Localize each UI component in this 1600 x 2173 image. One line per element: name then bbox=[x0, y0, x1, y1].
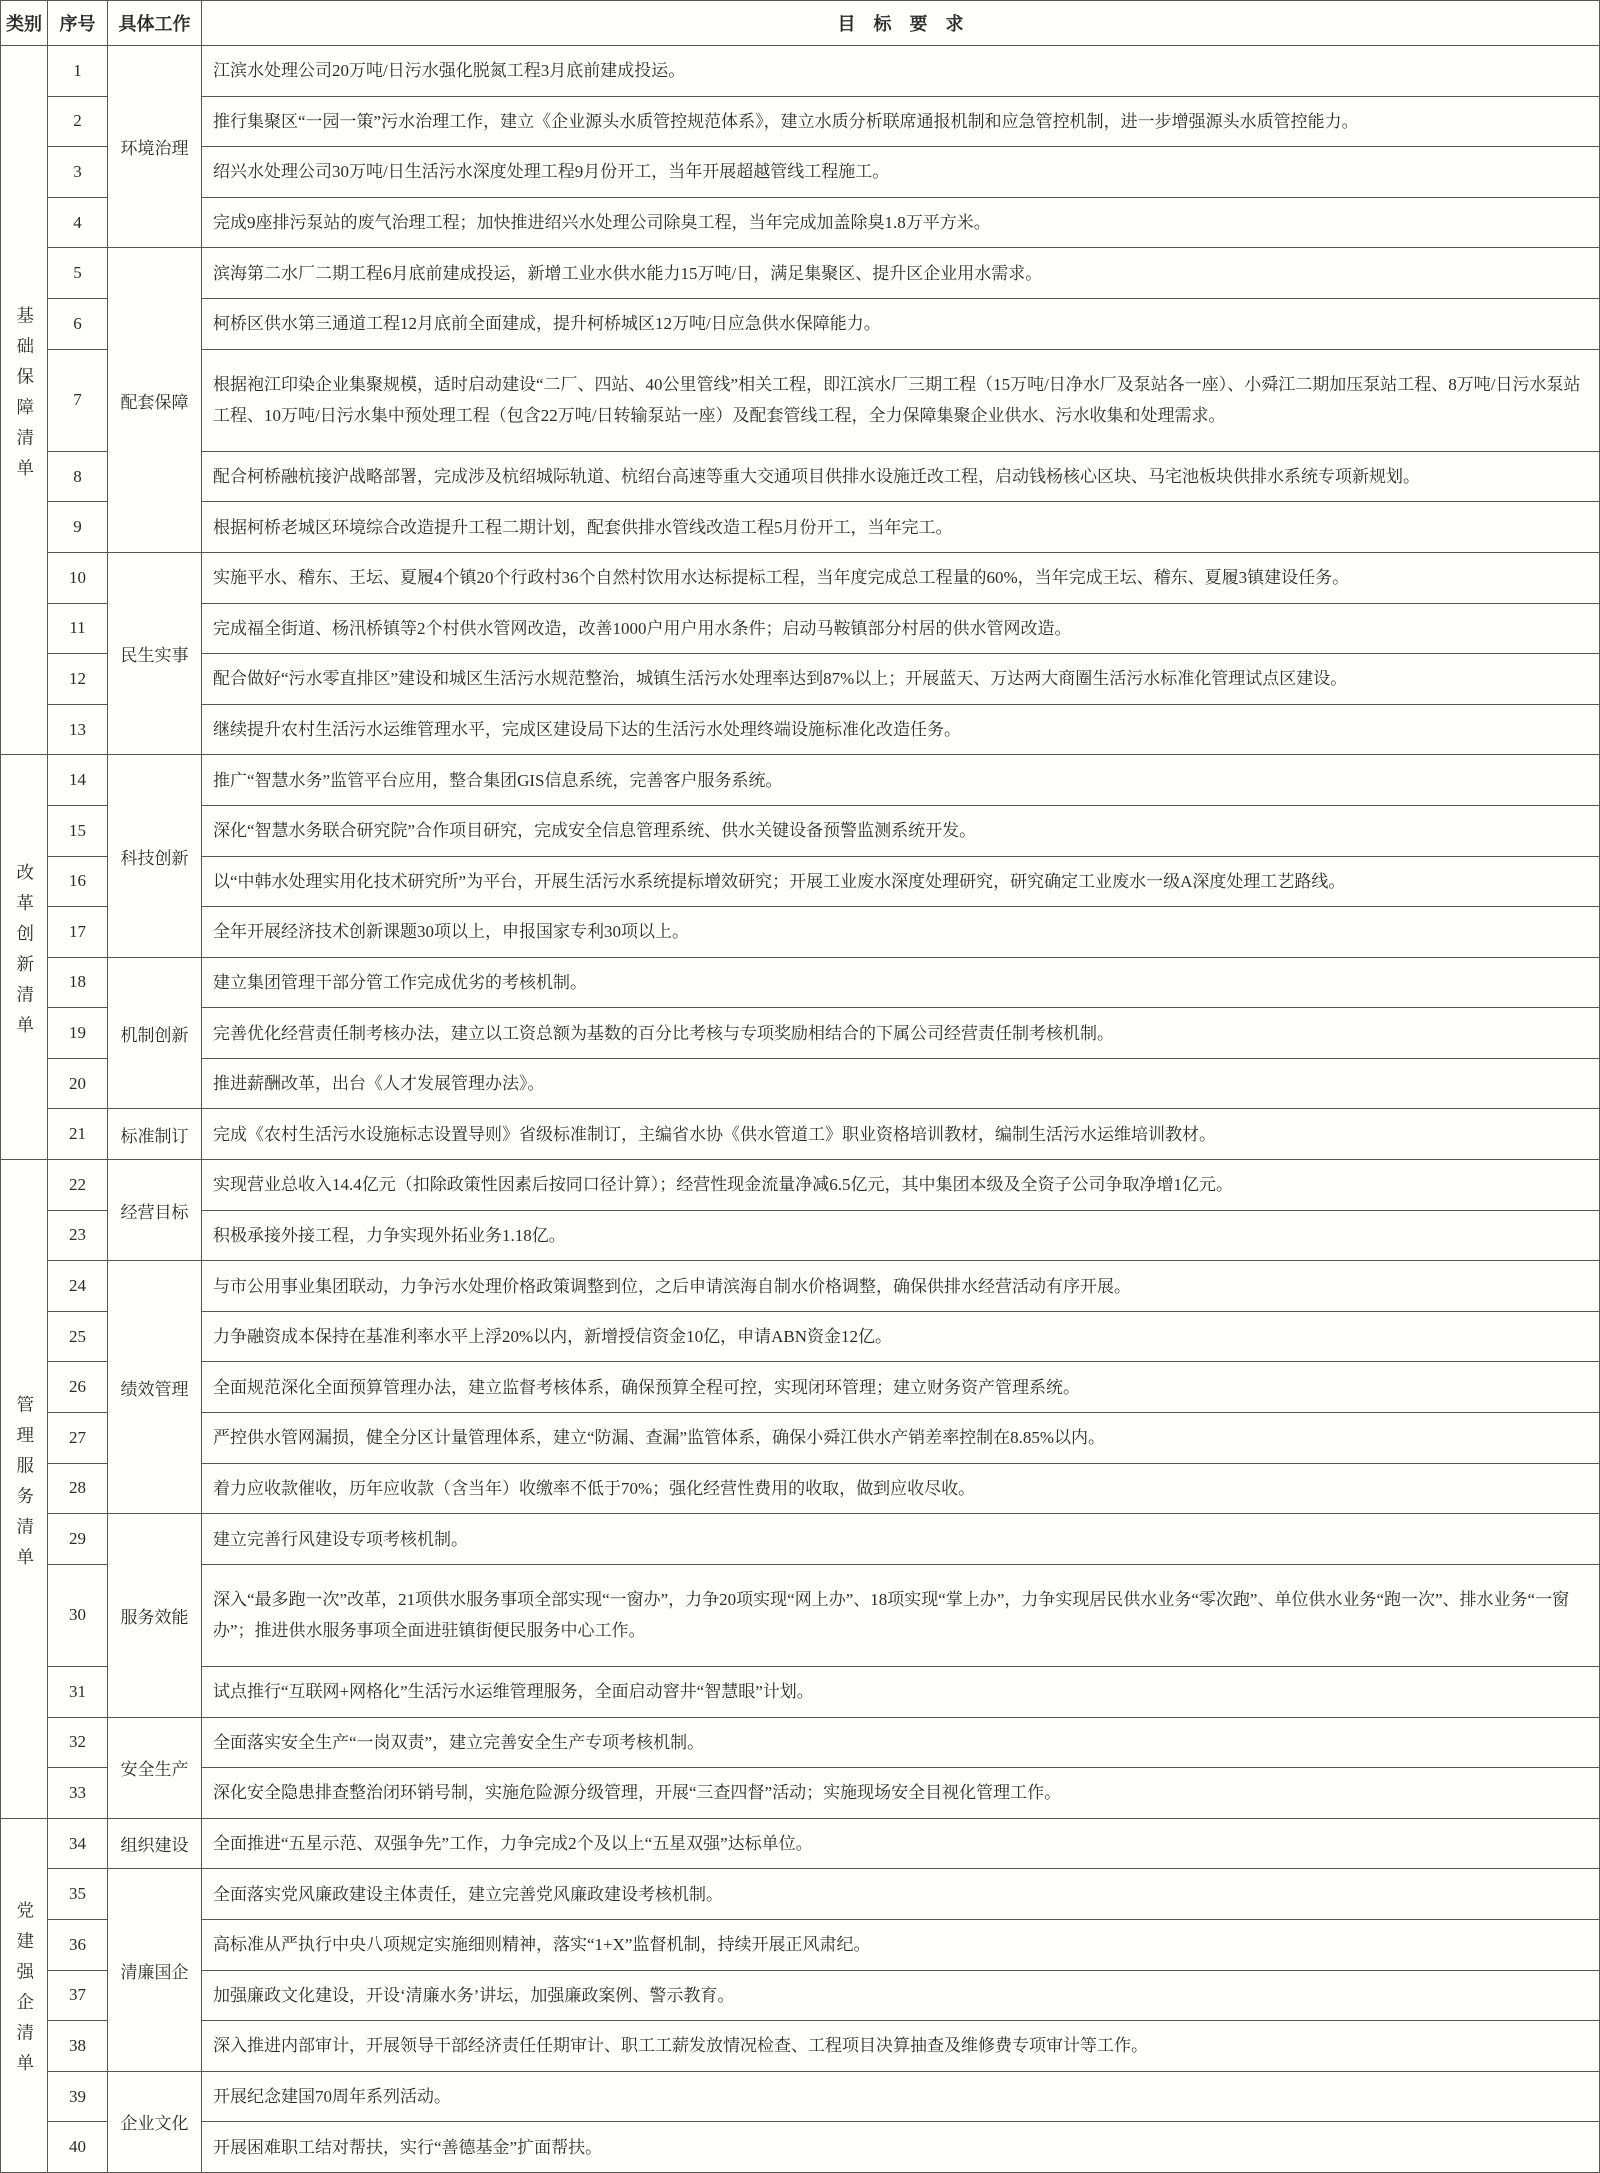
col-header-category: 类别 bbox=[1, 1, 48, 46]
work-group-cell: 服务效能 bbox=[108, 1514, 202, 1717]
table-row bbox=[1, 1463, 1600, 1514]
target-requirement-cell: 高标准从严执行中央八项规定实施细则精神，落实“1+X”监督机制，持续开展正风肃纪。 bbox=[202, 1919, 1600, 1970]
category-cell bbox=[1, 1818, 48, 2172]
table-row bbox=[1, 96, 1600, 147]
target-requirement-cell: 绍兴水处理公司30万吨/日生活污水深度处理工程9月份开工，当年开展超越管线工程施工。 bbox=[202, 147, 1600, 198]
row-number-cell: 1 bbox=[48, 46, 108, 97]
category-label: 党建强企清单 bbox=[14, 1901, 35, 2085]
row-number-cell: 24 bbox=[48, 1261, 108, 1312]
table-row bbox=[1, 1667, 1600, 1718]
target-requirement-cell: 推进薪酬改革，出台《人才发展管理办法》。 bbox=[202, 1058, 1600, 1109]
table-row bbox=[1, 1869, 1600, 1920]
target-requirement-cell: 建立完善行风建设专项考核机制。 bbox=[202, 1514, 1600, 1565]
target-requirement-cell: 深化安全隐患排查整治闭环销号制，实施危险源分级管理，开展“三查四督”活动；实施现场安全目视化管理工作。 bbox=[202, 1768, 1600, 1819]
row-number-cell: 13 bbox=[48, 704, 108, 755]
col-header-work: 具体工作 bbox=[108, 1, 202, 46]
table-row bbox=[1, 147, 1600, 198]
work-group-cell: 企业文化 bbox=[108, 2071, 202, 2172]
row-number-cell: 8 bbox=[48, 451, 108, 502]
table-row bbox=[1, 298, 1600, 349]
target-requirement-cell: 全面推进“五星示范、双强争先”工作，力争完成2个及以上“五星双强”达标单位。 bbox=[202, 1818, 1600, 1869]
table-row bbox=[1, 2122, 1600, 2173]
table-row bbox=[1, 603, 1600, 654]
row-number-cell: 28 bbox=[48, 1463, 108, 1514]
target-requirement-cell: 实现营业总收入14.4亿元（扣除政策性因素后按同口径计算）；经营性现金流量净减6.5亿元，其中集团本级及全资子公司争取净增1亿元。 bbox=[202, 1160, 1600, 1211]
table-row bbox=[1, 704, 1600, 755]
row-number-cell: 11 bbox=[48, 603, 108, 654]
target-requirement-cell: 推广“智慧水务”监管平台应用，整合集团GIS信息系统，完善客户服务系统。 bbox=[202, 755, 1600, 806]
table-row bbox=[1, 349, 1600, 451]
target-requirement-cell: 建立集团管理干部分管工作完成优劣的考核机制。 bbox=[202, 957, 1600, 1008]
row-number-cell: 20 bbox=[48, 1058, 108, 1109]
target-requirement-cell: 实施平水、稽东、王坛、夏履4个镇20个行政村36个自然村饮用水达标提标工程，当年度完成总工程量的60%，当年完成王坛、稽东、夏履3镇建设任务。 bbox=[202, 552, 1600, 603]
table-row bbox=[1, 1514, 1600, 1565]
row-number-cell: 34 bbox=[48, 1818, 108, 1869]
table-row bbox=[1, 1311, 1600, 1362]
row-number-cell: 14 bbox=[48, 755, 108, 806]
row-number-cell: 38 bbox=[48, 2021, 108, 2072]
target-requirement-cell: 着力应收款催收，历年应收款（含当年）收缴率不低于70%；强化经营性费用的收取，做到应收尽收。 bbox=[202, 1463, 1600, 1514]
table-row bbox=[1, 1362, 1600, 1413]
target-requirement-cell: 继续提升农村生活污水运维管理水平，完成区建设局下达的生活污水处理终端设施标准化改造任务。 bbox=[202, 704, 1600, 755]
target-requirement-cell: 配合做好“污水零直排区”建设和城区生活污水规范整治，城镇生活污水处理率达到87%以上；开展蓝天、万达两大商圈生活污水标准化管理试点区建设。 bbox=[202, 654, 1600, 705]
row-number-cell: 33 bbox=[48, 1768, 108, 1819]
target-requirement-cell: 配合柯桥融杭接沪战略部署，完成涉及杭绍城际轨道、杭绍台高速等重大交通项目供排水设施迁改工程，启动钱杨核心区块、马宅池板块供排水系统专项新规划。 bbox=[202, 451, 1600, 502]
table-row bbox=[1, 755, 1600, 806]
row-number-cell: 27 bbox=[48, 1413, 108, 1464]
row-number-cell: 40 bbox=[48, 2122, 108, 2173]
row-number-cell: 9 bbox=[48, 502, 108, 553]
row-number-cell: 22 bbox=[48, 1160, 108, 1211]
row-number-cell: 19 bbox=[48, 1008, 108, 1059]
col-header-target: 目 标 要 求 bbox=[202, 1, 1600, 46]
work-group-cell: 配套保障 bbox=[108, 248, 202, 553]
table-row bbox=[1, 1058, 1600, 1109]
target-requirement-cell: 柯桥区供水第三通道工程12月底前全面建成，提升柯桥城区12万吨/日应急供水保障能力。 bbox=[202, 298, 1600, 349]
row-number-cell: 3 bbox=[48, 147, 108, 198]
table-row bbox=[1, 2021, 1600, 2072]
work-group-cell: 环境治理 bbox=[108, 46, 202, 248]
target-requirement-cell: 力争融资成本保持在基准利率水平上浮20%以内，新增授信资金10亿，申请ABN资金12亿。 bbox=[202, 1311, 1600, 1362]
category-label: 管理服务清单 bbox=[14, 1394, 35, 1578]
target-requirement-cell: 深化“智慧水务联合研究院”合作项目研究，完成安全信息管理系统、供水关键设备预警监测系统开发。 bbox=[202, 805, 1600, 856]
work-group-cell: 清廉国企 bbox=[108, 1869, 202, 2071]
category-cell bbox=[1, 755, 48, 1160]
category-cell bbox=[1, 1160, 48, 1819]
target-requirement-cell: 加强廉政文化建设，开设‘清廉水务’讲坛，加强廉政案例、警示教育。 bbox=[202, 1970, 1600, 2021]
row-number-cell: 31 bbox=[48, 1667, 108, 1718]
table-row bbox=[1, 1970, 1600, 2021]
table-row bbox=[1, 1919, 1600, 1970]
table-row bbox=[1, 552, 1600, 603]
target-requirement-cell: 深入“最多跑一次”改革，21项供水服务事项全部实现“一窗办”，力争20项实现“网上办”、18项实现“掌上办”，力争实现居民供水业务“零次跑”、单位供水业务“跑一次”、排水业务“一窗办”；推进供水服务事项全面进驻镇街便民服务中心工作。 bbox=[202, 1564, 1600, 1666]
target-requirement-cell: 江滨水处理公司20万吨/日污水强化脱氮工程3月底前建成投运。 bbox=[202, 46, 1600, 97]
row-number-cell: 6 bbox=[48, 298, 108, 349]
table-row bbox=[1, 46, 1600, 97]
row-number-cell: 7 bbox=[48, 349, 108, 451]
work-group-cell: 机制创新 bbox=[108, 957, 202, 1109]
target-requirement-cell: 严控供水管网漏损，健全分区计量管理体系，建立“防漏、查漏”监管体系，确保小舜江供水产销差率控制在8.85%以内。 bbox=[202, 1413, 1600, 1464]
table-row bbox=[1, 856, 1600, 907]
target-requirement-cell: 积极承接外接工程，力争实现外拓业务1.18亿。 bbox=[202, 1210, 1600, 1261]
row-number-cell: 35 bbox=[48, 1869, 108, 1920]
row-number-cell: 18 bbox=[48, 957, 108, 1008]
target-requirement-cell: 以“中韩水处理实用化技术研究所”为平台，开展生活污水系统提标增效研究；开展工业废水深度处理研究，研究确定工业废水一级A深度处理工艺路线。 bbox=[202, 856, 1600, 907]
row-number-cell: 26 bbox=[48, 1362, 108, 1413]
target-requirement-cell: 根据袍江印染企业集聚规模，适时启动建设“二厂、四站、40公里管线”相关工程，即江滨水厂三期工程（15万吨/日净水厂及泵站各一座）、小舜江二期加压泵站工程、8万吨/日污水泵站工程、10万吨/日污水集中预处理工程（包含22万吨/日转输泵站一座）及配套管线工程，全力保障集聚企业供水、污水收集和处理需求。 bbox=[202, 349, 1600, 451]
table-row bbox=[1, 197, 1600, 248]
target-requirement-cell: 完善优化经营责任制考核办法，建立以工资总额为基数的百分比考核与专项奖励相结合的下属公司经营责任制考核机制。 bbox=[202, 1008, 1600, 1059]
table-row bbox=[1, 248, 1600, 299]
table-row bbox=[1, 1210, 1600, 1261]
work-group-cell: 安全生产 bbox=[108, 1717, 202, 1818]
category-cell bbox=[1, 46, 48, 755]
table-row bbox=[1, 1160, 1600, 1211]
row-number-cell: 17 bbox=[48, 907, 108, 958]
work-group-cell: 民生实事 bbox=[108, 552, 202, 754]
target-requirement-cell: 全面落实安全生产“一岗双责”，建立完善安全生产专项考核机制。 bbox=[202, 1717, 1600, 1768]
row-number-cell: 5 bbox=[48, 248, 108, 299]
category-label: 基础保障清单 bbox=[14, 306, 35, 490]
table-row bbox=[1, 1008, 1600, 1059]
table-row bbox=[1, 1413, 1600, 1464]
target-requirement-cell: 完成福全街道、杨汛桥镇等2个村供水管网改造，改善1000户用户用水条件；启动马鞍镇部分村居的供水管网改造。 bbox=[202, 603, 1600, 654]
table-row bbox=[1, 1109, 1600, 1160]
target-requirement-cell: 完成9座排污泵站的废气治理工程；加快推进绍兴水处理公司除臭工程，当年完成加盖除臭1.8万平方米。 bbox=[202, 197, 1600, 248]
row-number-cell: 15 bbox=[48, 805, 108, 856]
row-number-cell: 37 bbox=[48, 1970, 108, 2021]
header-row bbox=[1, 1, 1600, 46]
row-number-cell: 16 bbox=[48, 856, 108, 907]
row-number-cell: 30 bbox=[48, 1564, 108, 1666]
table-row bbox=[1, 1564, 1600, 1666]
target-requirement-cell: 开展纪念建国70周年系列活动。 bbox=[202, 2071, 1600, 2122]
row-number-cell: 12 bbox=[48, 654, 108, 705]
target-requirement-cell: 根据柯桥老城区环境综合改造提升工程二期计划，配套供排水管线改造工程5月份开工，当年完工。 bbox=[202, 502, 1600, 553]
row-number-cell: 25 bbox=[48, 1311, 108, 1362]
target-requirement-cell: 开展困难职工结对帮扶，实行“善德基金”扩面帮扶。 bbox=[202, 2122, 1600, 2173]
work-group-cell: 经营目标 bbox=[108, 1160, 202, 1261]
target-requirement-cell: 全年开展经济技术创新课题30项以上，申报国家专利30项以上。 bbox=[202, 907, 1600, 958]
work-group-cell: 科技创新 bbox=[108, 755, 202, 957]
table-row bbox=[1, 451, 1600, 502]
target-requirement-cell: 推行集聚区“一园一策”污水治理工作，建立《企业源头水质管控规范体系》，建立水质分析联席通报机制和应急管控机制，进一步增强源头水质管控能力。 bbox=[202, 96, 1600, 147]
target-requirement-cell: 与市公用事业集团联动，力争污水处理价格政策调整到位，之后申请滨海自制水价格调整，确保供排水经营活动有序开展。 bbox=[202, 1261, 1600, 1312]
row-number-cell: 4 bbox=[48, 197, 108, 248]
table-row bbox=[1, 957, 1600, 1008]
target-requirement-cell: 完成《农村生活污水设施标志设置导则》省级标准制订，主编省水协《供水管道工》职业资格培训教材，编制生活污水运维培训教材。 bbox=[202, 1109, 1600, 1160]
row-number-cell: 2 bbox=[48, 96, 108, 147]
target-requirement-cell: 全面规范深化全面预算管理办法，建立监督考核体系，确保预算全程可控，实现闭环管理；建立财务资产管理系统。 bbox=[202, 1362, 1600, 1413]
target-requirement-cell: 深入推进内部审计，开展领导干部经济责任任期审计、职工工薪发放情况检查、工程项目决算抽查及维修费专项审计等工作。 bbox=[202, 2021, 1600, 2072]
table-row bbox=[1, 1768, 1600, 1819]
work-group-cell: 绩效管理 bbox=[108, 1261, 202, 1514]
work-group-cell: 标准制订 bbox=[108, 1109, 202, 1160]
col-header-number: 序号 bbox=[48, 1, 108, 46]
row-number-cell: 10 bbox=[48, 552, 108, 603]
table-row bbox=[1, 502, 1600, 553]
category-label: 改革创新清单 bbox=[14, 863, 35, 1047]
table-row bbox=[1, 2071, 1600, 2122]
row-number-cell: 32 bbox=[48, 1717, 108, 1768]
work-group-cell: 组织建设 bbox=[108, 1818, 202, 1869]
table-row bbox=[1, 1261, 1600, 1312]
table-row bbox=[1, 907, 1600, 958]
table-row bbox=[1, 1717, 1600, 1768]
table-row bbox=[1, 805, 1600, 856]
target-requirement-cell: 全面落实党风廉政建设主体责任，建立完善党风廉政建设考核机制。 bbox=[202, 1869, 1600, 1920]
row-number-cell: 36 bbox=[48, 1919, 108, 1970]
row-number-cell: 39 bbox=[48, 2071, 108, 2122]
table-row bbox=[1, 1818, 1600, 1869]
target-requirement-cell: 试点推行“互联网+网格化”生活污水运维管理服务，全面启动窨井“智慧眼”计划。 bbox=[202, 1667, 1600, 1718]
row-number-cell: 29 bbox=[48, 1514, 108, 1565]
target-requirement-cell: 滨海第二水厂二期工程6月底前建成投运，新增工业水供水能力15万吨/日，满足集聚区、提升区企业用水需求。 bbox=[202, 248, 1600, 299]
table-row bbox=[1, 654, 1600, 705]
row-number-cell: 21 bbox=[48, 1109, 108, 1160]
row-number-cell: 23 bbox=[48, 1210, 108, 1261]
